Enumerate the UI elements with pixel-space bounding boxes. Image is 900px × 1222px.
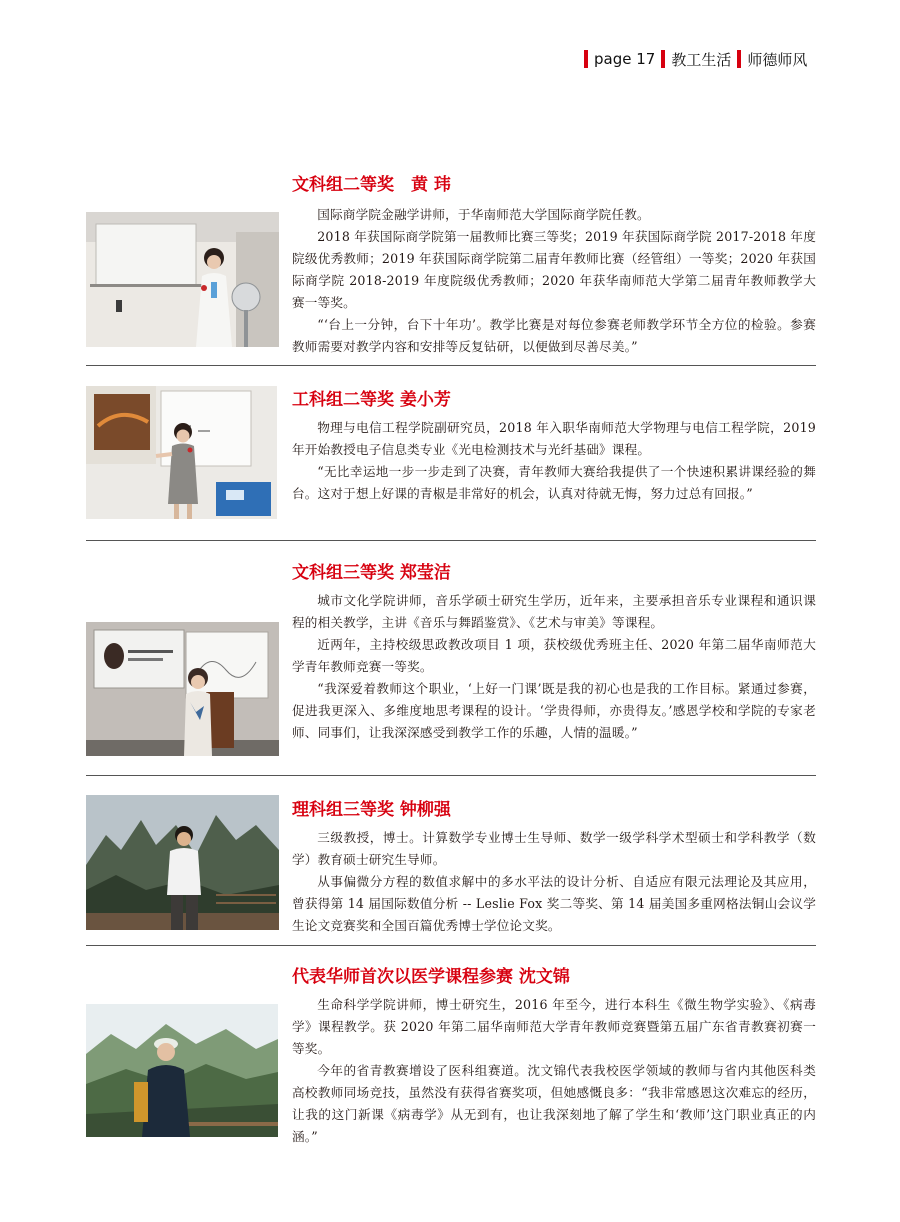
entry-photo (86, 795, 279, 930)
section-name: 教工生活 (671, 50, 732, 69)
entry-photo (86, 1004, 278, 1137)
entry-body (292, 994, 816, 1148)
section-divider (86, 365, 816, 366)
entry-title: 代表华师首次以医学课程参赛 沈文锦 (292, 967, 570, 987)
entry-title: 理科组三等奖 钟柳强 (292, 800, 451, 820)
page-number: page 17 (594, 50, 656, 68)
entry-body (292, 827, 816, 937)
red-bar-marker (584, 50, 588, 68)
award-entry (86, 558, 816, 758)
entry-paragraph: “我深爱着教师这个职业，‘上好一门课’既是我的初心也是我的工作目标。紧通过参赛，促进我更深入、多维度地思考课程的设计。‘学贵得师，亦贵得友。’感恩学校和学院的专家老师、同事们，让我深深感受到教学工作的乐趣，人情的温暖。” (292, 681, 816, 740)
award-entry (86, 795, 816, 940)
entry-paragraph: 生命科学学院讲师，博士研究生，2016 年至今，进行本科生《微生物学实验》、《病毒学》课程教学。获 2020 年第二届华南师范大学青年教师竞赛暨第五届广东省青教赛初赛一等奖。 (292, 997, 816, 1056)
entry-paragraph: 从事偏微分方程的数值求解中的多水平法的设计分析、自适应有限元法理论及其应用，曾获得第 14 届国际数值分析 -- Leslie Fox 奖二等奖、第 14 届美国多重网格法铜山会议学生论文竞赛奖和全国百篇优秀博士学位论文奖。 (292, 874, 816, 933)
entry-photo (86, 386, 277, 519)
entry-paragraph: 2018 年获国际商学院第一届教师比赛三等奖；2019 年获国际商学院 2017-2018 年度院级优秀教师；2019 年获国际商学院第二届青年教师比赛（经管组）一等奖；2020 年获国际商学院 2018-2019 年度院级优秀教师；2020 年获华南师范大学第二届青年教师教学大赛一等奖。 (292, 229, 816, 310)
red-bar-marker (737, 50, 741, 68)
entry-title: 文科组二等奖 黄 玮 (292, 175, 451, 195)
section-segment (661, 49, 731, 70)
column-segment (737, 49, 807, 70)
entry-paragraph: “‘台上一分钟，台下十年功’。教学比赛是对每位参赛老师教学环节全方位的检验。参赛教师需要对教学内容和安排等反复钻研，以便做到尽善尽美。” (292, 317, 816, 354)
entry-paragraph: 三级教授，博士。计算数学专业博士生导师、数学一级学科学术型硕士和学科教学（数学）教育硕士研究生导师。 (292, 830, 816, 867)
entry-body (292, 590, 816, 744)
entry-photo (86, 212, 279, 347)
entry-paragraph: “无比幸运地一步一步走到了决赛，青年教师大赛给我提供了一个快速积累讲课经验的舞台。这对于想上好课的青椒是非常好的机会，认真对待就无悔，努力过总有回报。” (292, 464, 816, 501)
entry-paragraph: 国际商学院金融学讲师，于华南师范大学国际商学院任教。 (317, 207, 650, 222)
entry-paragraph: 城市文化学院讲师，音乐学硕士研究生学历，近年来，主要承担音乐专业课程和通识课程的相关教学，主讲《音乐与舞蹈鉴赏》、《艺术与审美》等课程。 (292, 593, 816, 630)
entry-title: 工科组二等奖 姜小芳 (292, 390, 451, 410)
entry-paragraph: 今年的省青教赛增设了医科组赛道。沈文锦代表我校医学领域的教师与省内其他医科类高校教师同场竞技，虽然没有获得省赛奖项，但她感慨良多：“我非常感恩这次难忘的经历，让我的这门新课《病毒学》从无到有，也让我深刻地了解了学生和‘教师’这门职业真正的内涵。” (292, 1063, 816, 1144)
section-divider (86, 775, 816, 776)
section-divider (86, 540, 816, 541)
page-header (584, 48, 813, 70)
entry-paragraph: 近两年，主持校级思政教改项目 1 项，获校级优秀班主任、2020 年第二届华南师范大学青年教师竞赛一等奖。 (292, 637, 816, 674)
column-name: 师德师风 (747, 50, 808, 69)
award-entry (86, 170, 816, 360)
entry-photo (86, 622, 279, 756)
entry-title: 文科组三等奖 郑莹洁 (292, 563, 451, 583)
entry-body (292, 204, 816, 358)
page-number-segment (584, 50, 655, 68)
award-entry (86, 385, 816, 530)
entry-paragraph: 物理与电信工程学院副研究员，2018 年入职华南师范大学物理与电信工程学院，2019 年开始教授电子信息类专业《光电检测技术与光纤基础》课程。 (292, 420, 816, 457)
section-divider (86, 945, 816, 946)
red-bar-marker (661, 50, 665, 68)
entry-body (292, 417, 816, 505)
award-entry (86, 962, 816, 1142)
